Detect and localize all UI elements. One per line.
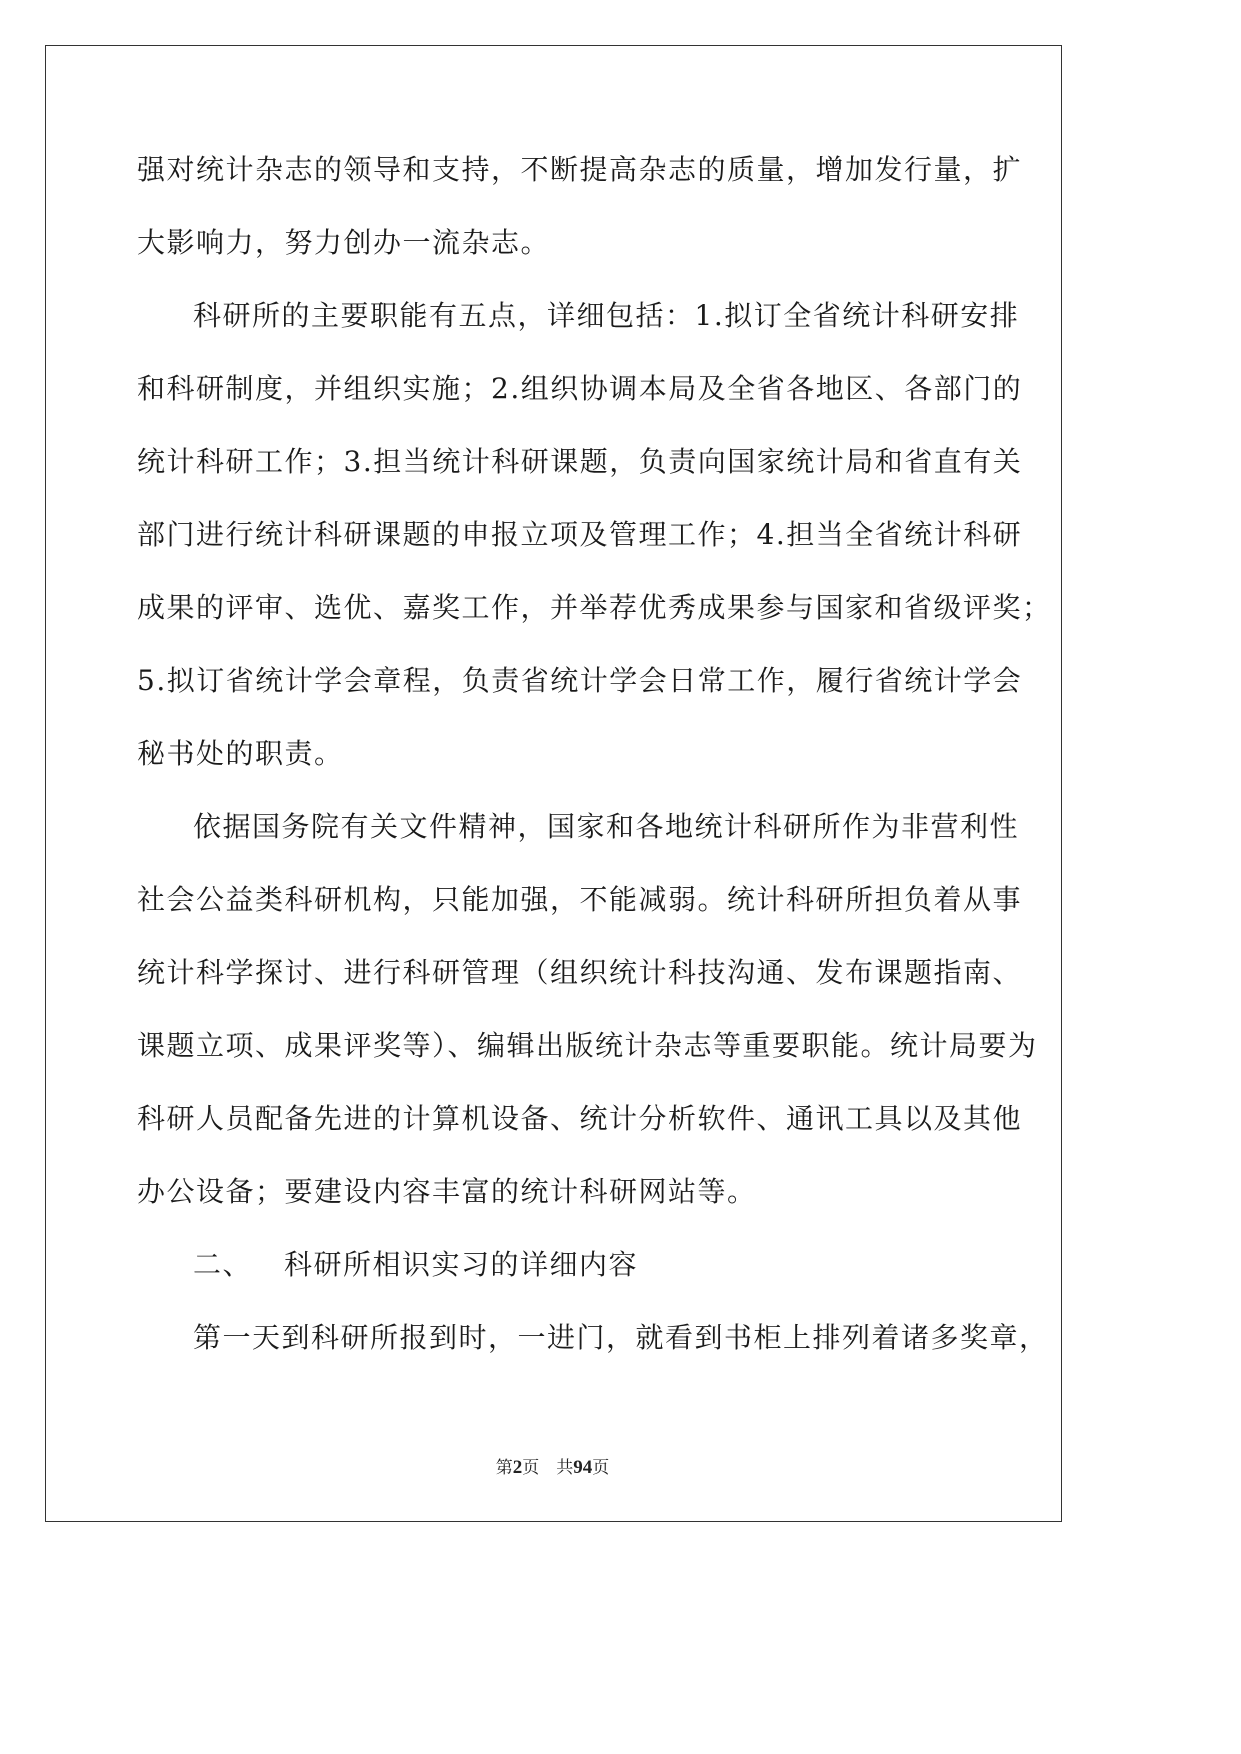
text-line: 第一天到科研所报到时，一进门，就看到书柜上排列着诸多奖章， [193,1321,1049,1354]
text-line: 社会公益类科研机构，只能加强，不能减弱。统计科研所担负着从事 [137,883,1023,916]
page-total: 94 [573,1457,593,1478]
text-line: 秘书处的职责。 [137,737,344,770]
section-title: 科研所相识实习的详细内容 [284,1248,639,1281]
page-number: 2 [512,1457,523,1478]
text-line: 部门进行统计科研课题的申报立项及管理工作；4.担当全省统计科研 [137,518,1023,551]
footer-prefix: 第 [495,1458,513,1478]
text-line: 5.拟订省统计学会章程，负责省统计学会日常工作，履行省统计学会 [137,664,1023,697]
text-line: 强对统计杂志的领导和支持，不断提高杂志的质量，增加发行量，扩 [137,153,1023,186]
text-line: 课题立项、成果评奖等）、编辑出版统计杂志等重要职能。统计局要为 [137,1029,1038,1062]
text-line: 办公设备；要建设内容丰富的统计科研网站等。 [137,1175,757,1208]
section-heading [137,1237,982,1310]
text-line: 科研所的主要职能有五点，详细包括：1.拟订全省统计科研安排 [193,299,1020,332]
text-line: 科研人员配备先进的计算机设备、统计分析软件、通讯工具以及其他 [137,1102,1023,1135]
footer-middle: 页 共 [522,1458,574,1478]
text-line: 和科研制度，并组织实施；2.组织协调本局及全省各地区、各部门的 [137,372,1023,405]
footer-suffix: 页 [592,1458,610,1478]
text-line: 大影响力，努力创办一流杂志。 [137,226,551,259]
document-body [137,142,1052,1383]
text-line: 依据国务院有关文件精神，国家和各地统计科研所作为非营利性 [193,810,1020,843]
text-line: 统计科研工作；3.担当统计科研课题，负责向国家统计局和省直有关 [137,445,1023,478]
section-number: 二、 [193,1248,253,1281]
text-line: 统计科学探讨、进行科研管理（组织统计科技沟通、发布课题指南、 [137,956,1023,989]
text-line: 成果的评审、选优、嘉奖工作，并举荐优秀成果参与国家和省级评奖； [137,591,1052,624]
page-footer [0,1453,1105,1479]
